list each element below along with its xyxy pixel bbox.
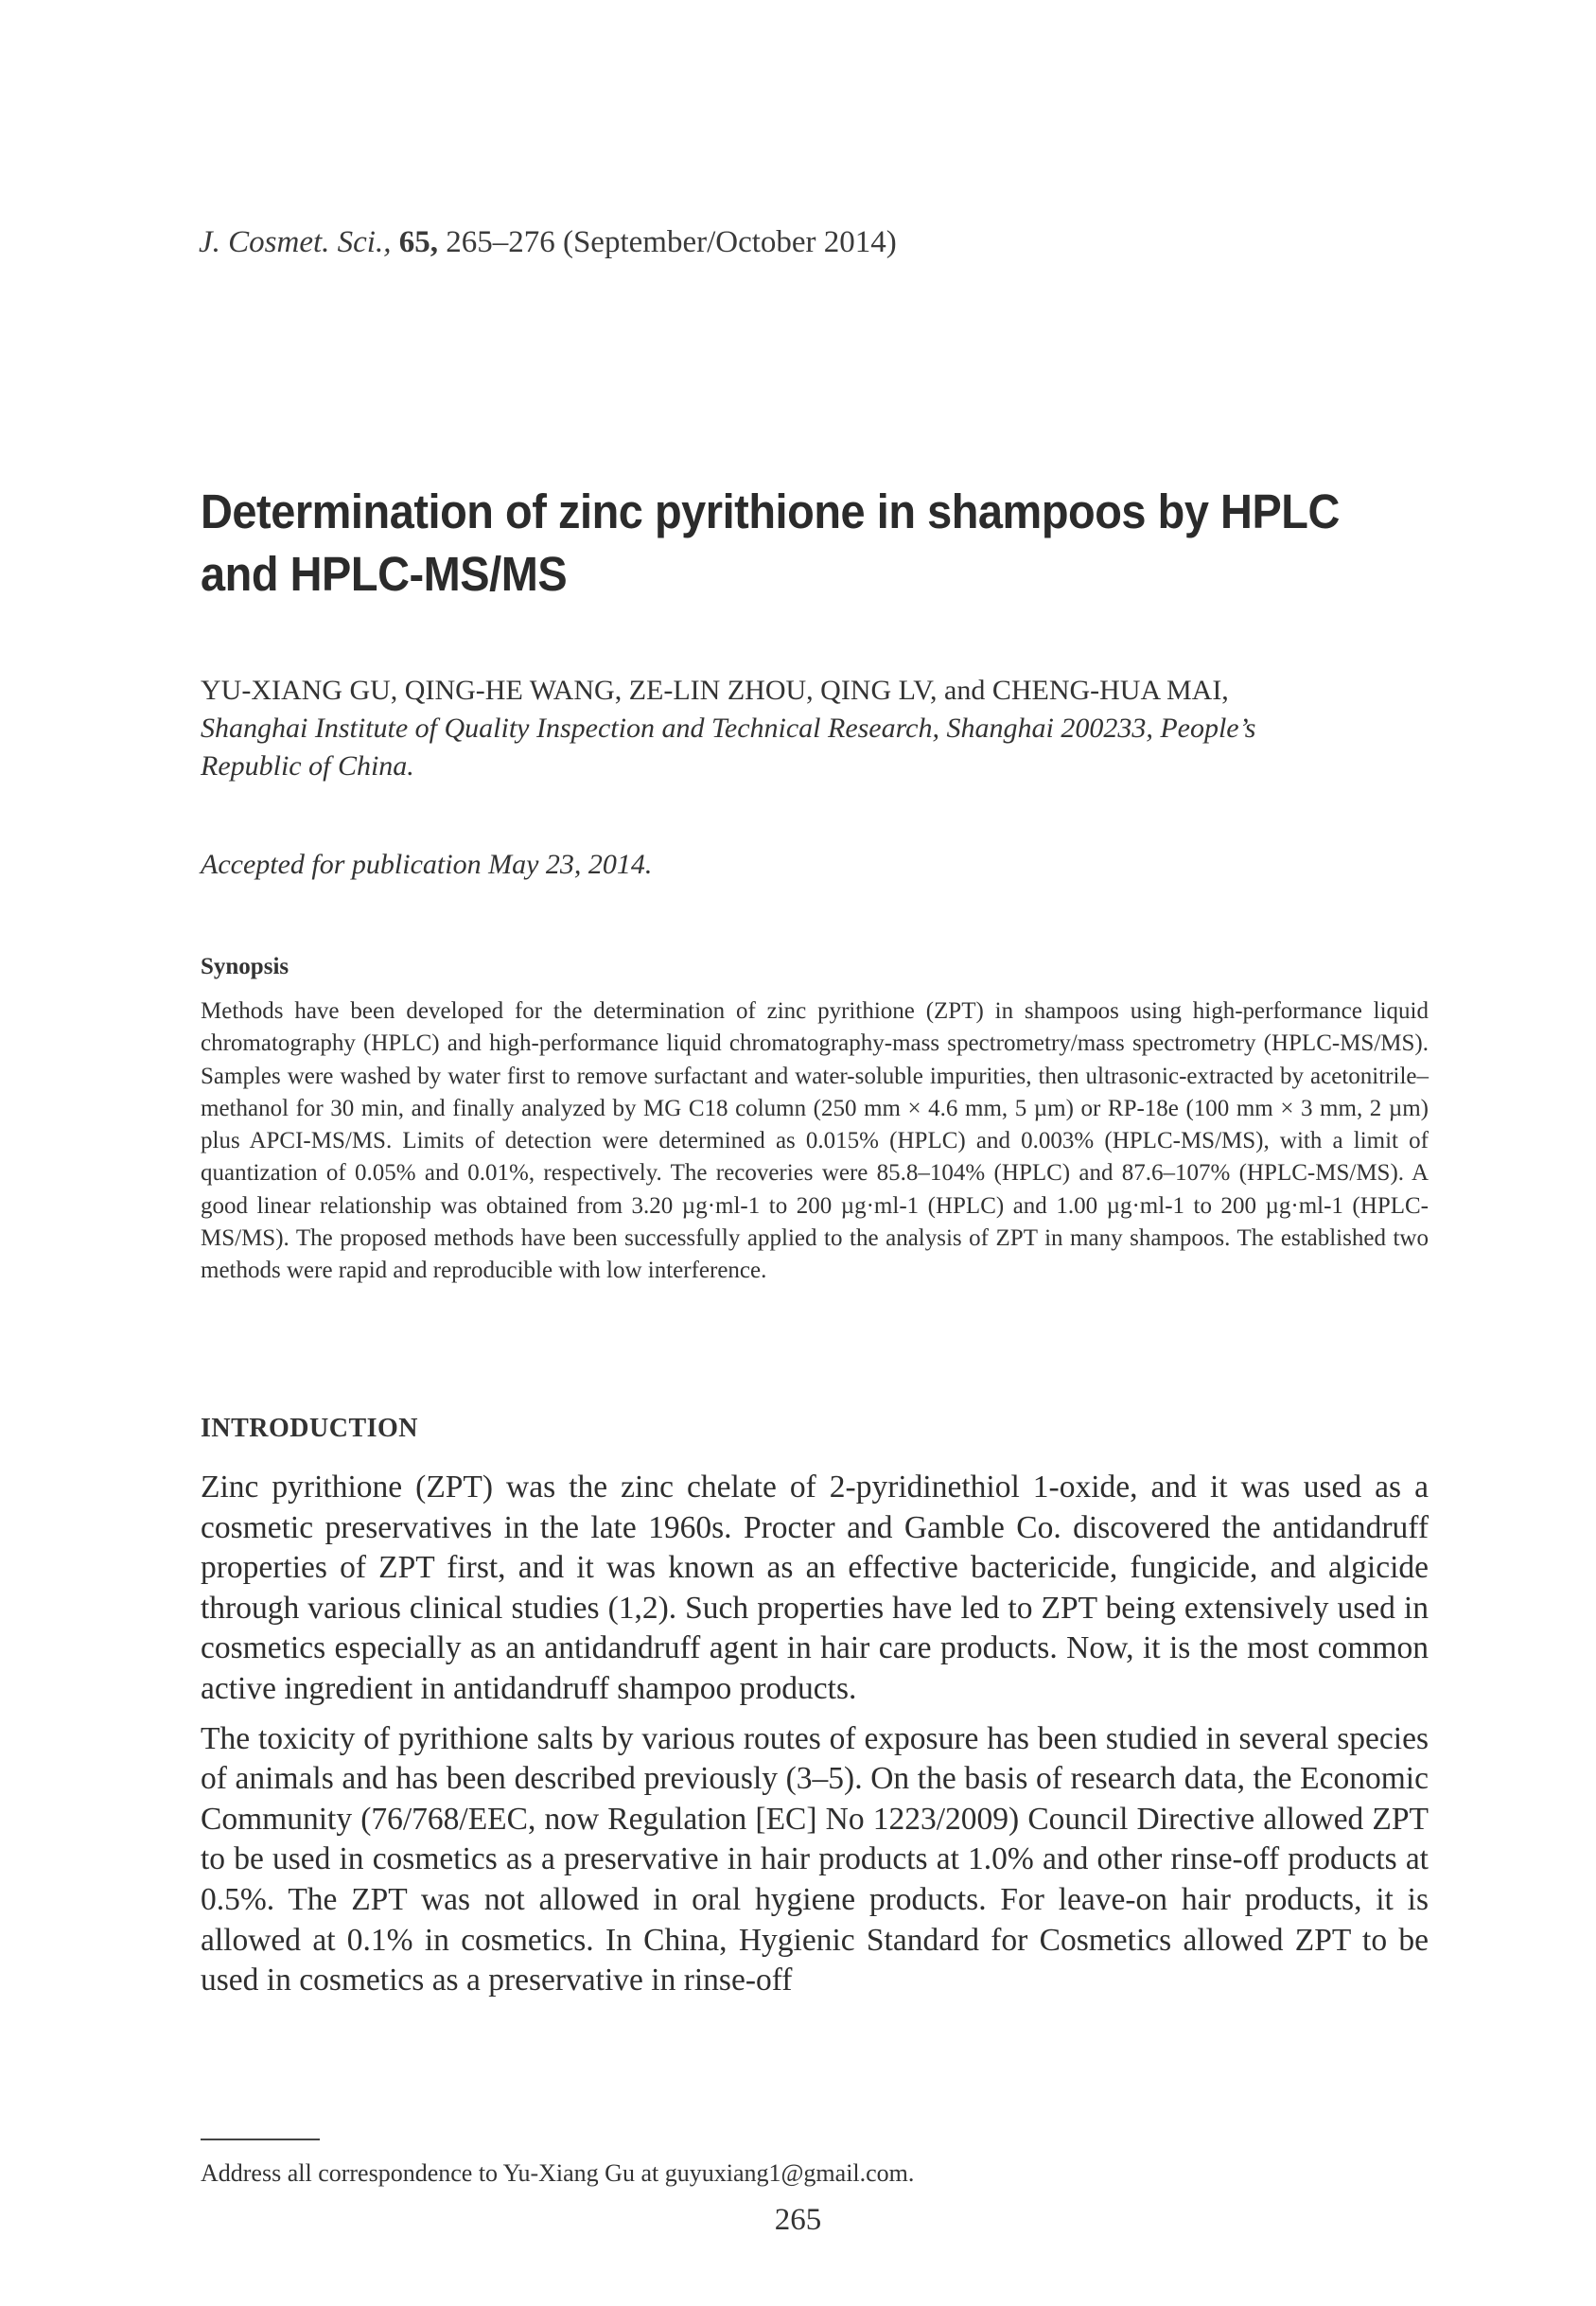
introduction-paragraph-2: The toxicity of pyrithione salts by various routes of exposure has been studied in several species of animals and has been described previously (3–5). On the basis of research data, the Economic Community (76/768/EEC, now Regulation [EC] No 1223/2009) Council Directive allowed ZPT to be used in cosmetics as a preservative in hair products at 1.0% and other rinse-off products at 0.5%. The ZPT was not allowed in oral hygiene products. For leave-on hair products, it is allowed at 0.1% in cosmetics. In China, Hygienic Standard for Cosmetics allowed ZPT to be used in cosmetics as a preservative in rinse-off — [201, 1720, 1429, 1998]
journal-name: J. Cosmet. Sci., — [199, 225, 392, 259]
journal-citation — [199, 225, 897, 260]
footnote-divider — [201, 2139, 320, 2140]
page-number: 265 — [774, 2203, 822, 2237]
accepted-date: Accepted for publication May 23, 2014. — [201, 849, 653, 880]
synopsis-heading: Synopsis — [201, 954, 289, 979]
synopsis-body — [201, 995, 1429, 1288]
author-block — [201, 672, 1336, 785]
author-list: YU-XIANG GU, QING-HE WANG, ZE-LIN ZHOU, QING LV, and CHENG-HUA MAI, — [201, 675, 1229, 706]
affiliation: Shanghai Institute of Quality Inspection and Technical Research, Shanghai 200233, People’s Republic of China. — [201, 713, 1256, 782]
synopsis-text: Methods have been developed for the determination of zinc pyrithione (ZPT) in shampoos using high-performance liquid chromatography (HPLC) and high-performance liquid chromatography-mass spectrometry/mass spectrometry (HPLC-MS/MS). Samples were washed by water first to remove surfactant and water-soluble impurities, then ultrasonic-extracted by acetonitrile–methanol for 30 min, and finally analyzed by MG C18 column (250 mm × 4.6 mm, 5 µm) or RP-18e (100 mm × 3 mm, 2 µm) plus APCI-MS/MS. Limits of detection were determined as 0.015% (HPLC) and 0.003% (HPLC-MS/MS), with a limit of quantization of 0.05% and 0.01%, respectively. The recoveries were 85.8–104% (HPLC) and 87.6–107% (HPLC-MS/MS). A good linear relationship was obtained from 3.20 µg·ml-1 to 200 µg·ml-1 (HPLC) and 1.00 µg·ml-1 to 200 µg·ml-1 (HPLC-MS/MS). The proposed methods have been successfully applied to the analysis of ZPT in many shampoos. The established two methods were rapid and reproducible with low interference. — [201, 998, 1429, 1284]
article-title: Determination of zinc pyrithione in shampoos by HPLC and HPLC-MS/MS — [201, 484, 1340, 601]
journal-pages-issue: 265–276 (September/October 2014) — [446, 225, 897, 259]
correspondence-footnote: Address all correspondence to Yu-Xiang Gu at guyuxiang1@gmail.com. — [201, 2159, 915, 2187]
introduction-body — [201, 1468, 1429, 2011]
journal-volume: 65, — [398, 225, 438, 259]
introduction-heading: INTRODUCTION — [201, 1414, 419, 1443]
introduction-paragraph-1: Zinc pyrithione (ZPT) was the zinc chelate of 2-pyridinethiol 1-oxide, and it was used as a cosmetic preservatives in the late 1960s. Procter and Gamble Co. discovered the antidandruff properties of ZPT first, and it was known as an effective bactericide, fungicide, and algicide through various clinical studies (1,2). Such properties have led to ZPT being extensively used in cosmetics especially as an antidandruff agent in hair care products. Now, it is the most common active ingredient in antidandruff shampoo products. — [201, 1470, 1429, 1706]
